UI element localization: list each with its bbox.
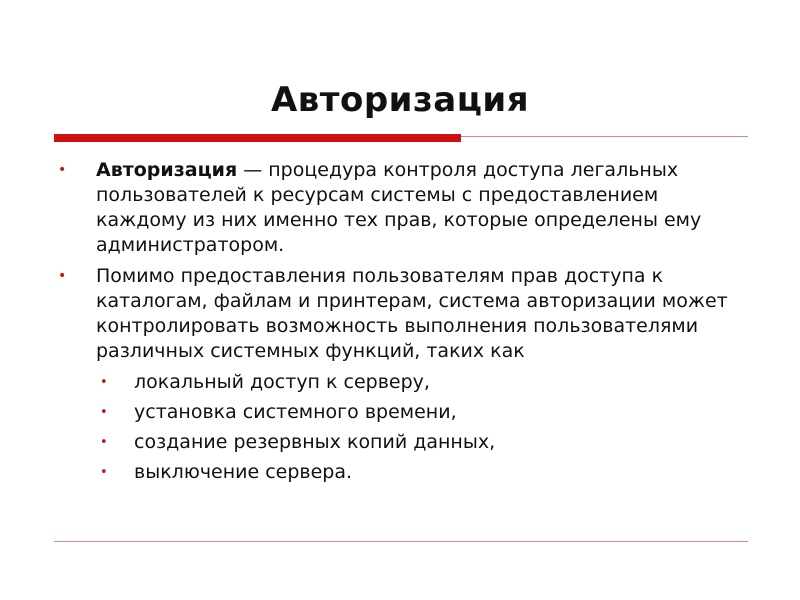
slide-title: Авторизация <box>270 80 530 120</box>
sub-bullet-item <box>58 400 748 425</box>
slide-content <box>58 158 748 490</box>
sub-bullet-text: установка системного времени, <box>134 401 457 423</box>
sub-bullet-list <box>58 370 748 485</box>
bullet-text: Помимо предоставления пользователям прав доступа к каталогам, файлам и принтерам, система авторизации может контролировать возможность выполнения пользователями различных системных функций, таких как <box>96 265 728 362</box>
sub-bullet-text: локальный доступ к серверу, <box>134 371 430 393</box>
bullet-icon: • <box>58 162 67 178</box>
sub-bullet-text: выключение сервера. <box>134 461 353 483</box>
sub-bullet-item <box>58 430 748 455</box>
bullet-item <box>58 264 748 364</box>
sub-bullet-icon: • <box>100 405 108 420</box>
footer-divider <box>54 541 748 542</box>
sub-bullet-icon: • <box>100 435 108 450</box>
bullet-icon: • <box>58 268 67 284</box>
sub-bullet-icon: • <box>100 375 108 390</box>
bullet-item <box>58 158 748 258</box>
definition-text: — процедура контроля доступа легальных пользователей к ресурсам системы с предоставлением каждому из них именно тех прав, которые определены ему администратором. <box>96 159 702 256</box>
sub-bullet-item <box>58 370 748 395</box>
sub-bullet-icon: • <box>100 465 108 480</box>
sub-bullet-item <box>58 460 748 485</box>
definition-term: Авторизация <box>96 159 238 181</box>
title-divider-accent <box>54 134 461 142</box>
sub-bullet-text: создание резервных копий данных, <box>134 431 496 453</box>
